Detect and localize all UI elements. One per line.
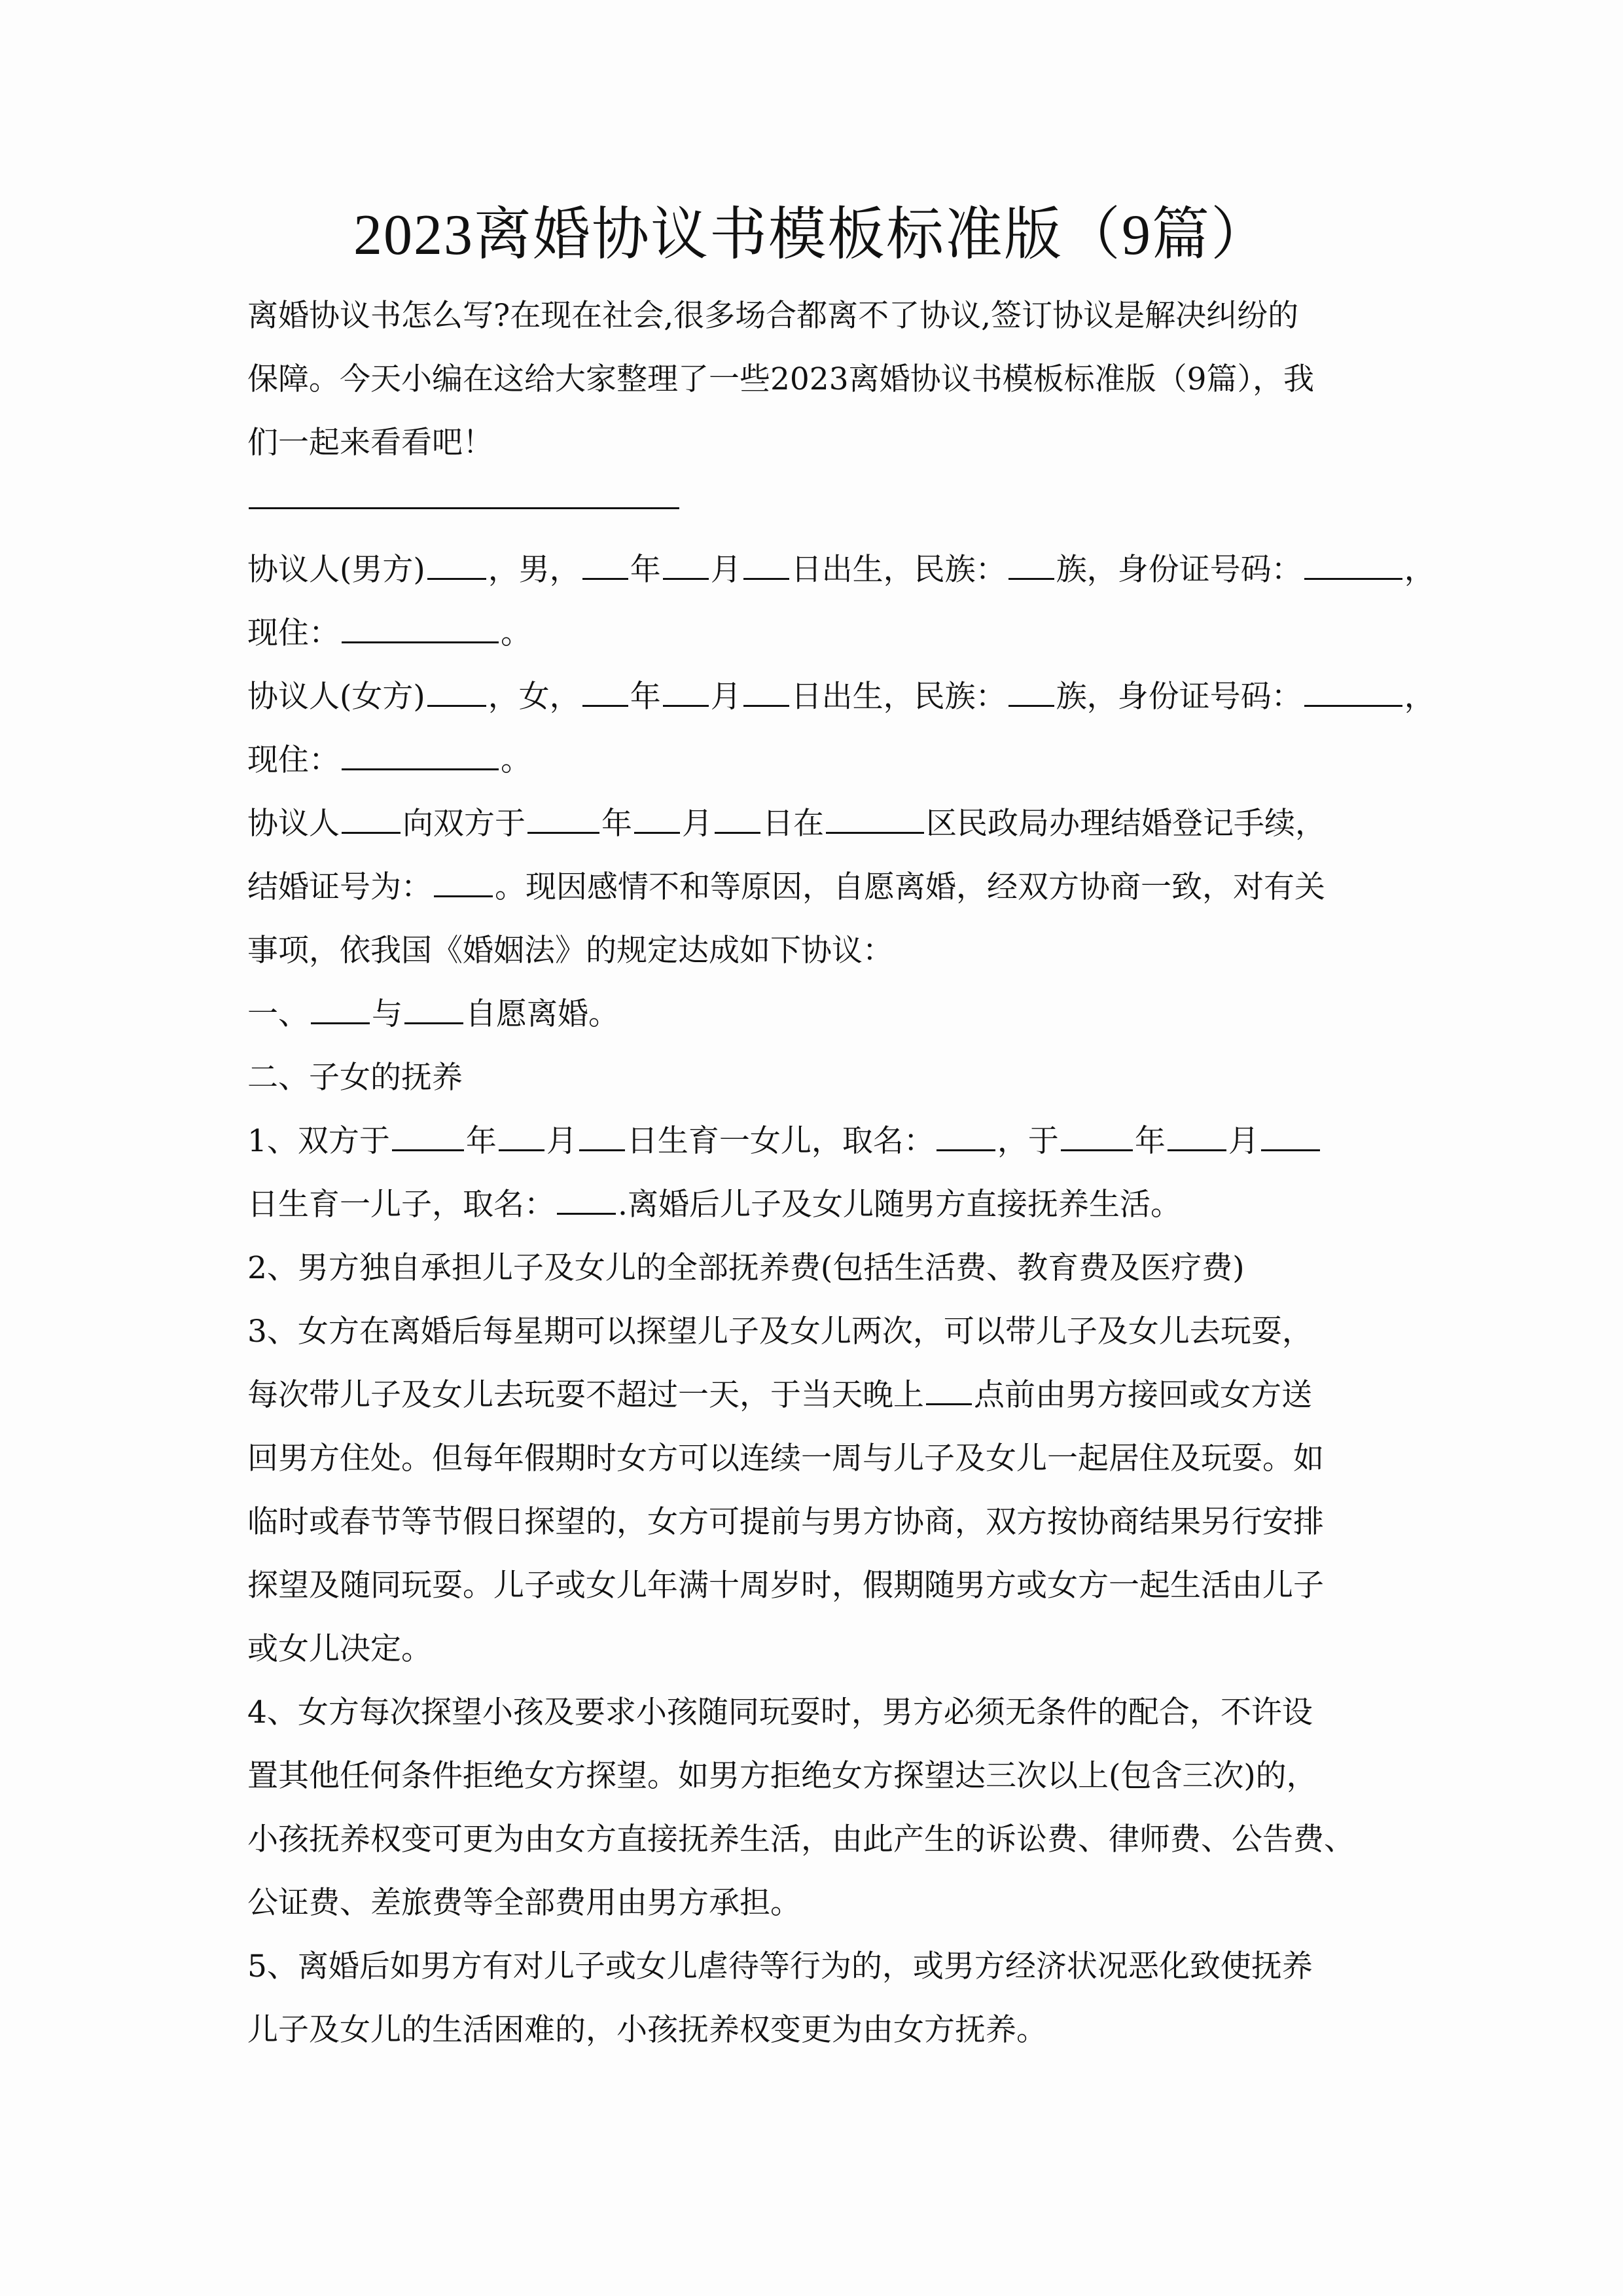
label: ，女， [488, 679, 580, 715]
year-blank [527, 806, 599, 834]
section-1 [247, 982, 1380, 1046]
clause-3-line-3: 回男方住处。但每年假期时女方可以连续一周与儿子及女儿一起居住及玩耍。如 [247, 1441, 1324, 1477]
label: 点前由男方接回或女方送 [974, 1377, 1312, 1413]
label: 一、 [247, 996, 309, 1032]
clause-2: 2、男方独自承担儿子及女儿的全部抚养费(包括生活费、教育费及医疗费) [247, 1250, 1245, 1286]
label: 月 [682, 806, 713, 842]
label: 月 [710, 552, 741, 588]
label: 区民政局办理结婚登记手续， [926, 806, 1326, 842]
label: 年 [601, 806, 632, 842]
clause-4-line: 公证费、差旅费等全部费用由男方承担。 [247, 1885, 801, 1921]
label: 年 [465, 1123, 497, 1159]
section-2-heading: 二、子女的抚养 [247, 1060, 463, 1096]
daughter-name-blank [936, 1123, 995, 1151]
label: 现住： [247, 742, 340, 778]
label: 现住： [247, 615, 340, 651]
label: 族，身份证号码： [1056, 679, 1302, 715]
intro-line: 们一起来看看吧！ [247, 425, 493, 461]
label: 每次带儿子及女儿去玩耍不超过一天，于当天晚上 [247, 1377, 924, 1413]
label: ，男， [488, 552, 580, 588]
year-blank [392, 1123, 464, 1151]
label: 1、双方于 [247, 1123, 390, 1159]
ethnicity-blank [1008, 679, 1054, 707]
label: 结婚证号为： [247, 869, 432, 905]
clause-4-line: 小孩抚养权变可更为由女方直接抚养生活，由此产生的诉讼费、律师费、公告费、 [247, 1821, 1355, 1857]
marriage-cert-line [247, 855, 1380, 919]
intro-line: 保障。今天小编在这给大家整理了一些2023离婚协议书模板标准版（9篇），我 [247, 361, 1315, 397]
separator-line: ———————————————— [247, 488, 677, 524]
label: .离婚后儿子及女儿随男方直接抚养生活。 [618, 1187, 1181, 1223]
address-blank [342, 615, 499, 643]
name-blank [427, 552, 486, 580]
label: 年 [1134, 1123, 1166, 1159]
name-blank [427, 679, 486, 707]
label: 日出生，民族： [791, 552, 1007, 588]
day-blank [743, 679, 789, 707]
clause-1-line-1 [247, 1109, 1380, 1173]
intro-line: 离婚协议书怎么写?在现在社会,很多场合都离不了协议,签订协议是解决纠纷的 [247, 298, 1299, 334]
clause-3-line-4: 临时或春节等节假日探望的，女方可提前与男方协商，双方按协商结果另行安排 [247, 1504, 1324, 1540]
label: 。现因感情不和等原因，自愿离婚，经双方协商一致，对有关 [495, 869, 1325, 905]
year-blank [582, 552, 628, 580]
clause-4-line: 置其他任何条件拒绝女方探望。如男方拒绝女方探望达三次以上(包含三次)的， [247, 1758, 1317, 1794]
label: 协议人 [247, 806, 340, 842]
label: ，于 [997, 1123, 1059, 1159]
label: 自愿离婚。 [465, 996, 619, 1032]
district-blank [826, 806, 924, 834]
party-blank [342, 806, 401, 834]
label: 。 [501, 615, 531, 651]
male-party-line [247, 538, 1435, 601]
clause-3-line-6: 或女儿决定。 [247, 1631, 432, 1667]
clause-5-line: 5、离婚后如男方有对儿子或女儿虐待等行为的，或男方经济状况恶化致使抚养 [247, 1948, 1313, 1984]
clause-5-line: 儿子及女儿的生活困难的，小孩抚养权变更为由女方抚养。 [247, 2012, 1047, 2048]
label: 协议人(女方) [247, 679, 425, 715]
clause-3-line-1: 3、女方在离婚后每星期可以探望儿子及女儿两次，可以带儿子及女儿去玩耍， [247, 1314, 1313, 1350]
clause-4-line: 4、女方每次探望小孩及要求小孩随同玩耍时，男方必须无条件的配合，不许设 [247, 1695, 1313, 1731]
clause-1-line-2 [247, 1173, 1380, 1236]
hour-blank [926, 1377, 972, 1405]
label: 与 [372, 996, 402, 1032]
day-blank [715, 806, 760, 834]
day-blank [743, 552, 789, 580]
label: 年 [630, 552, 661, 588]
address-blank [342, 742, 499, 770]
id-number-blank [1304, 552, 1402, 580]
label: ， [1404, 552, 1435, 588]
document-title: 2023离婚协议书模板标准版（9篇） [353, 204, 1270, 267]
son-name-blank [557, 1187, 616, 1215]
label: 族，身份证号码： [1056, 552, 1302, 588]
label: ， [1404, 679, 1435, 715]
label: 年 [630, 679, 661, 715]
label: 月 [546, 1123, 577, 1159]
label: 。 [501, 742, 531, 778]
female-party-line [247, 665, 1435, 728]
party-blank [404, 996, 463, 1024]
label: 日在 [762, 806, 824, 842]
male-address-line [247, 601, 1380, 665]
label: 月 [710, 679, 741, 715]
label: 日出生，民族： [791, 679, 1007, 715]
label: 向双方于 [402, 806, 526, 842]
label: 月 [1228, 1123, 1259, 1159]
day-blank [1261, 1123, 1320, 1151]
label: 日生育一女儿，取名： [626, 1123, 935, 1159]
label: 日生育一儿子，取名： [247, 1187, 555, 1223]
cert-number-blank [434, 869, 493, 897]
month-blank [634, 806, 680, 834]
day-blank [579, 1123, 625, 1151]
party-blank [311, 996, 370, 1024]
month-blank [663, 552, 709, 580]
year-blank [582, 679, 628, 707]
year-blank [1061, 1123, 1133, 1151]
clause-3-line-5: 探望及随同玩耍。儿子或女儿年满十周岁时，假期随男方或女方一起生活由儿子 [247, 1568, 1324, 1604]
month-blank [499, 1123, 544, 1151]
month-blank [1168, 1123, 1226, 1151]
id-number-blank [1304, 679, 1402, 707]
clause-3-line-2 [247, 1363, 1380, 1427]
female-address-line [247, 728, 1380, 792]
label: 协议人(男方) [247, 552, 425, 588]
month-blank [663, 679, 709, 707]
document-body [247, 284, 1435, 2062]
ethnicity-blank [1008, 552, 1054, 580]
marriage-line [247, 792, 1380, 855]
marriage-line-3: 事项，依我国《婚姻法》的规定达成如下协议： [247, 933, 893, 969]
